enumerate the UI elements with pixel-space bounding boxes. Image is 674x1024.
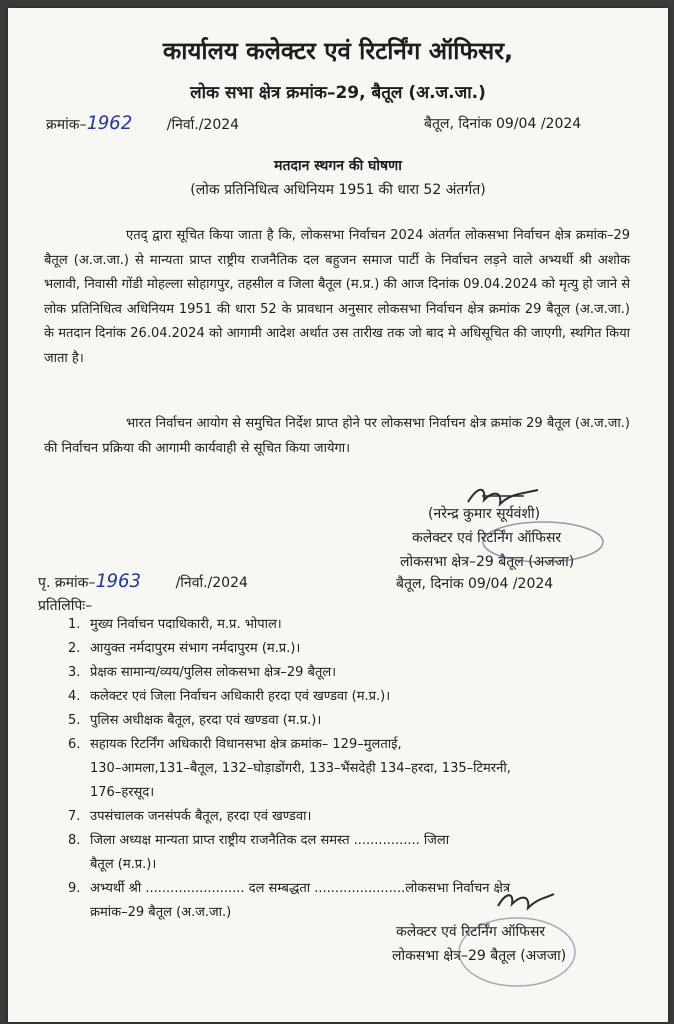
ref2-prefix: पृ. क्रमांक– xyxy=(38,575,96,591)
constituency-heading: लोक सभा क्षेत्र क्रमांक–29, बैतूल (अ.ज.जा.) xyxy=(190,83,486,103)
copy-item-7 xyxy=(68,806,311,824)
copy-item-text: उपसंचालक जनसंपर्क बैतूल, हरदा एवं खण्डवा। xyxy=(90,809,312,824)
notice-title: मतदान स्थगन की घोषणा xyxy=(274,158,402,174)
copy-item-6-continuation-2: 176–हरसूद। xyxy=(90,785,155,800)
copy-item-3 xyxy=(68,662,336,680)
issue-date-1: बैतूल, दिनांक 09/04 /2024 xyxy=(424,116,582,132)
copy-item-number: 3. xyxy=(68,665,81,680)
copy-item-9 xyxy=(68,878,510,896)
copy-item-9-continuation: क्रमांक–29 बैतूल (अ.ज.जा.) xyxy=(90,905,232,920)
signature-mark-2 xyxy=(494,888,558,914)
signatory2-designation: कलेक्टर एवं रिटर्निंग ऑफिसर xyxy=(396,924,546,940)
ref2-suffix: /निर्वा./2024 xyxy=(175,575,248,591)
copy-item-8 xyxy=(68,830,449,848)
copy-item-text: आयुक्त नर्मदापुरम संभाग नर्मदापुरम (म.प्र.)। xyxy=(90,641,301,656)
issue-date-2: बैतूल, दिनांक 09/04 /2024 xyxy=(396,576,554,592)
ref-prefix: क्रमांक– xyxy=(46,117,87,133)
document-page xyxy=(8,8,668,1022)
reference-number-2 xyxy=(38,570,248,592)
copy-item-1 xyxy=(68,614,282,632)
ref-number-handwritten: 1962 xyxy=(86,112,133,134)
office-heading: कार्यालय कलेक्टर एवं रिटर्निंग ऑफिसर, xyxy=(162,37,514,65)
copy-item-number: 8. xyxy=(68,833,81,848)
copy-item-number: 6. xyxy=(68,737,81,752)
copy-item-text: जिला अध्यक्ष मान्यता प्राप्त राष्ट्रीय राजनैतिक दल समस्त ................ जिला xyxy=(90,833,450,848)
copy-item-number: 2. xyxy=(68,641,81,656)
copy-item-6-continuation-1: 130–आमला,131–बैतूल, 132–घोड़ाडोंगरी, 133–भैंसदेही 134–हरदा, 135–टिमरनी, xyxy=(90,761,511,776)
official-seal-stamp xyxy=(478,518,608,566)
copy-item-number: 1. xyxy=(68,617,81,632)
copy-item-text: कलेक्टर एवं जिला निर्वाचन अधिकारी हरदा एवं खण्डवा (म.प्र.)। xyxy=(90,689,391,704)
copy-item-number: 9. xyxy=(68,881,81,896)
copy-item-number: 5. xyxy=(68,713,81,728)
signatory-designation: कलेक्टर एवं रिटर्निंग ऑफिसर xyxy=(412,530,562,546)
copy-item-8-continuation: बैतूल (म.प्र.)। xyxy=(90,857,157,872)
copy-item-text: मुख्य निर्वाचन पदाधिकारी, म.प्र. भोपाल। xyxy=(90,617,282,632)
notice-subtitle: (लोक प्रतिनिधित्व अधिनियम 1951 की धारा 52 अंतर्गत) xyxy=(190,182,486,198)
copy-item-4 xyxy=(68,686,390,704)
copy-item-text: पुलिस अधीक्षक बैतूल, हरदा एवं खण्डवा (म.प्र.)। xyxy=(90,713,322,728)
copy-item-text: प्रेक्षक सामान्य/व्यय/पुलिस लोकसभा क्षेत्र–29 बैतूल। xyxy=(90,665,337,680)
signatory2-constituency: लोकसभा क्षेत्र–29 बैतूल (अजजा) xyxy=(392,948,567,964)
notice-paragraph-1: एतद् द्वारा सूचित किया जाता है कि, लोकसभा निर्वाचन 2024 अंतर्गत लोकसभा निर्वाचन क्षेत्र क्रमांक–29 बैतूल (अ.ज.जा.) से मान्यता प्राप्त राष्ट्रीय राजनैतिक दल बहुजन समाज पार्टी के निर्वाचन लड़ने वाले अभ्यर्थी श्री अशोक भलावी, निवासी गोंडी मोहल्ला सोहागपुर, तहसील व जिला बैतूल (म.प्र.) की आज दिनांक 09.04.2024 को मृत्यु हो जाने से लोक प्रतिनिधित्व अधिनियम 1951 की धारा 52 के प्रावधान अनुसार लोकसभा निर्वाचन क्षेत्र क्रमांक 29 बैतूल (अ.ज.जा.) के मतदान दिनांक 26.04.2024 को आगामी आदेश अर्थात उस तारीख तक जो बाद मे अधिसूचित की जाएगी, स्थगित किया जाता है। xyxy=(44,228,630,366)
copy-item-text: सहायक रिटर्निंग अधिकारी विधानसभा क्षेत्र क्रमांक– 129–मुलताई, xyxy=(90,737,402,752)
signatory-name: (नरेन्द्र कुमार सूर्यवंशी) xyxy=(428,506,541,522)
copy-item-number: 4. xyxy=(68,689,81,704)
copy-item-number: 7. xyxy=(68,809,81,824)
copy-item-6 xyxy=(68,734,402,752)
ref-suffix: /निर्वा./2024 xyxy=(166,117,240,133)
reference-number-1 xyxy=(46,112,239,134)
notice-paragraph-2: भारत निर्वाचन आयोग से समुचित निर्देश प्राप्त होने पर लोकसभा निर्वाचन क्षेत्र क्रमांक 29 बैतूल (अ.ज.जा.) की निर्वाचन प्रक्रिया की आगामी कार्यवाही से सूचित किया जायेगा। xyxy=(44,416,630,456)
copy-item-5 xyxy=(68,710,321,728)
copy-item-text: अभ्यर्थी श्री ........................ दल सम्बद्धता ......................लोकसभा निर्वाचन क्षेत्र xyxy=(90,881,511,896)
ref2-number-handwritten: 1963 xyxy=(95,570,142,592)
official-seal-stamp-2 xyxy=(452,912,582,992)
signatory-constituency: लोकसभा क्षेत्र–29 बैतूल (अजजा) xyxy=(400,554,575,570)
copies-heading: प्रतिलिपिः– xyxy=(38,598,93,614)
copy-item-2 xyxy=(68,638,300,656)
